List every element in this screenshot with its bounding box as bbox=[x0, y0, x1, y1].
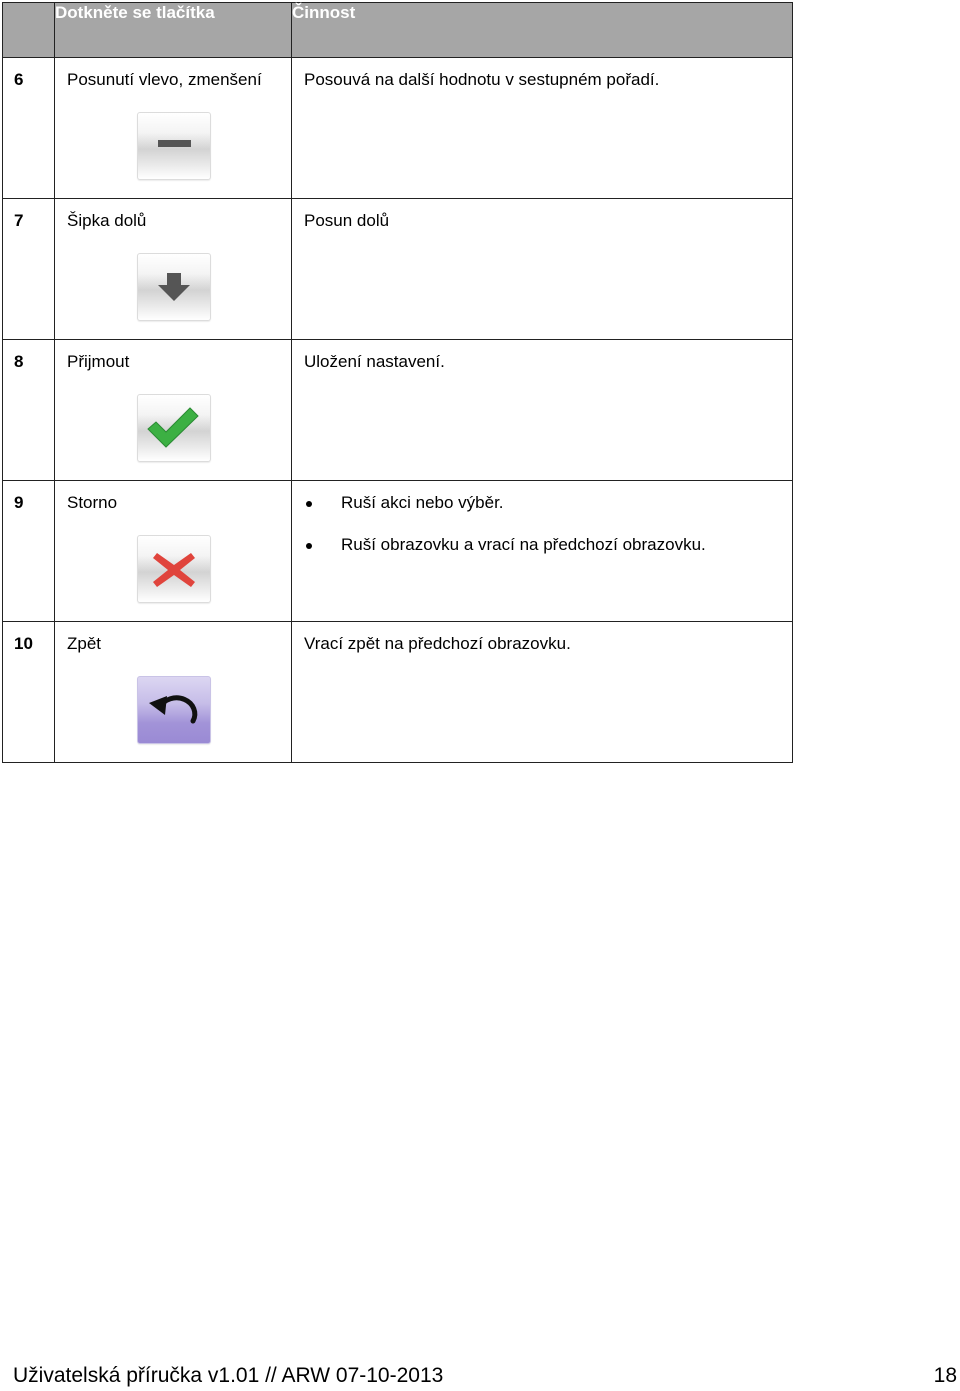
action-cell: Vrací zpět na předchozí obrazovku. bbox=[292, 622, 793, 763]
cancel-button[interactable] bbox=[137, 535, 211, 603]
bullet-icon bbox=[306, 543, 312, 549]
button-label: Posunutí vlevo, zmenšení bbox=[67, 70, 262, 89]
table-row bbox=[3, 622, 793, 763]
button-cell bbox=[55, 622, 292, 763]
checkmark-icon bbox=[138, 395, 210, 461]
bullet-text: Ruší akci nebo výběr. bbox=[341, 493, 504, 512]
minus-icon bbox=[138, 113, 210, 179]
action-cell: Posouvá na další hodnotu v sestupném pořadí. bbox=[292, 58, 793, 199]
button-cell bbox=[55, 199, 292, 340]
button-cell bbox=[55, 481, 292, 622]
arrow-down-icon bbox=[138, 254, 210, 320]
action-bullet-list bbox=[304, 493, 792, 555]
table-row bbox=[3, 58, 793, 199]
button-label: Zpět bbox=[67, 634, 102, 653]
table-header-row bbox=[3, 3, 793, 58]
button-reference-table bbox=[2, 2, 793, 763]
button-cell bbox=[55, 58, 292, 199]
button-cell bbox=[55, 340, 292, 481]
row-number: 10 bbox=[3, 622, 55, 763]
table-row bbox=[3, 340, 793, 481]
bullet-icon bbox=[306, 501, 312, 507]
action-cell: Posun dolů bbox=[292, 199, 793, 340]
action-cell: Uložení nastavení. bbox=[292, 340, 793, 481]
header-number bbox=[3, 3, 55, 58]
footer-document-info: Uživatelská příručka v1.01 // ARW 07-10-2013 bbox=[13, 1364, 444, 1387]
row-number: 7 bbox=[3, 199, 55, 340]
list-item bbox=[304, 535, 792, 555]
cancel-x-icon bbox=[138, 536, 210, 602]
accept-button[interactable] bbox=[137, 394, 211, 462]
table-row bbox=[3, 481, 793, 622]
header-button: Dotkněte se tlačítka bbox=[55, 3, 292, 58]
bullet-text: Ruší obrazovku a vrací na předchozí obrazovku. bbox=[341, 535, 706, 554]
back-button[interactable] bbox=[137, 676, 211, 744]
list-item bbox=[304, 493, 792, 513]
row-number: 9 bbox=[3, 481, 55, 622]
table-row bbox=[3, 199, 793, 340]
minus-button[interactable] bbox=[137, 112, 211, 180]
button-label: Šipka dolů bbox=[67, 211, 147, 230]
arrow-down-button[interactable] bbox=[137, 253, 211, 321]
button-label: Storno bbox=[67, 493, 118, 512]
row-number: 6 bbox=[3, 58, 55, 199]
row-number: 8 bbox=[3, 340, 55, 481]
header-action: Činnost bbox=[292, 3, 793, 58]
button-label: Přijmout bbox=[67, 352, 130, 371]
action-cell bbox=[292, 481, 793, 622]
back-arrow-icon bbox=[138, 677, 210, 743]
page-number: 18 bbox=[933, 1364, 957, 1387]
